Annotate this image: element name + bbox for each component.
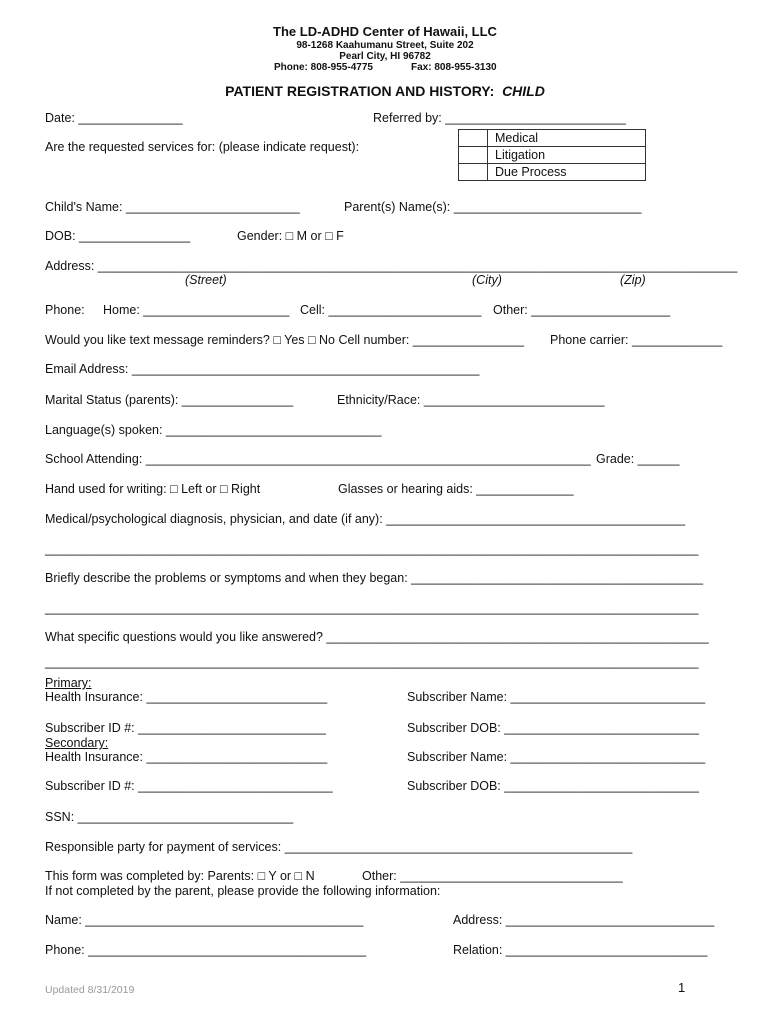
home-phone-field[interactable]: Home: _____________________	[103, 303, 290, 317]
ssn-field[interactable]: SSN: _______________________________	[45, 810, 294, 824]
service-label: Litigation	[495, 148, 546, 162]
questions-field-continued[interactable]: ______________________________________________________________________________________________	[45, 655, 699, 669]
marital-status-field[interactable]: Marital Status (parents): ________________	[45, 393, 294, 407]
form-title-main: PATIENT REGISTRATION AND HISTORY:	[225, 83, 495, 99]
completed-by-field[interactable]: This form was completed by: Parents: □ Y or □ N	[45, 869, 315, 883]
secondary-subscriber-id-field[interactable]: Subscriber ID #: ____________________________	[45, 779, 333, 793]
completer-name-field[interactable]: Name: ________________________________________	[45, 913, 364, 927]
form-title-child: CHILD	[502, 83, 545, 99]
email-field[interactable]: Email Address: __________________________________________________	[45, 362, 480, 376]
primary-subscriber-dob-field[interactable]: Subscriber DOB: ____________________________	[407, 721, 699, 735]
parent-names-field[interactable]: Parent(s) Name(s): ___________________________	[344, 200, 642, 214]
ethnicity-field[interactable]: Ethnicity/Race: __________________________	[337, 393, 605, 407]
date-field[interactable]: Date: _______________	[45, 111, 183, 125]
service-row-medical[interactable]	[459, 130, 645, 147]
services-question: Are the requested services for: (please indicate request):	[45, 140, 360, 154]
org-street: 98-1268 Kaahumanu Street, Suite 202	[296, 40, 474, 51]
page-number: 1	[678, 980, 686, 995]
child-name-field[interactable]: Child's Name: _________________________	[45, 200, 300, 214]
service-checkbox-medical[interactable]	[459, 130, 488, 146]
school-field[interactable]: School Attending: ________________________________________________________________	[45, 452, 591, 466]
service-checkbox-due-process[interactable]	[459, 164, 488, 181]
problems-field-continued[interactable]: ______________________________________________________________________________________________	[45, 601, 699, 615]
glasses-field[interactable]: Glasses or hearing aids: ______________	[338, 482, 574, 496]
questions-field[interactable]: What specific questions would you like answered? _______________________________________________________	[45, 630, 709, 644]
secondary-subscriber-name-field[interactable]: Subscriber Name: ____________________________	[407, 750, 706, 764]
dob-field[interactable]: DOB: ________________	[45, 229, 191, 243]
completer-phone-field[interactable]: Phone: ________________________________________	[45, 943, 367, 957]
gender-field[interactable]: Gender: □ M or □ F	[237, 229, 344, 243]
other-phone-field[interactable]: Other: ____________________	[493, 303, 671, 317]
primary-subscriber-name-field[interactable]: Subscriber Name: ____________________________	[407, 690, 706, 704]
org-city: Pearl City, HI 96782	[339, 51, 431, 62]
responsible-party-field[interactable]: Responsible party for payment of services: __________________________________________________	[45, 840, 633, 854]
problems-field[interactable]: Briefly describe the problems or symptoms and when they began: __________________________________________	[45, 571, 704, 585]
completer-relation-field[interactable]: Relation: _____________________________	[453, 943, 708, 957]
primary-subscriber-id-field[interactable]: Subscriber ID #: ___________________________	[45, 721, 326, 735]
diagnosis-field[interactable]: Medical/psychological diagnosis, physician, and date (if any): ___________________________________________	[45, 512, 686, 526]
org-name: The LD-ADHD Center of Hawaii, LLC	[273, 24, 497, 39]
phone-carrier-field[interactable]: Phone carrier: _____________	[550, 333, 723, 347]
primary-health-insurance-field[interactable]: Health Insurance: __________________________	[45, 690, 328, 704]
address-zip-caption: (Zip)	[620, 273, 646, 287]
service-label: Due Process	[495, 165, 567, 179]
service-label: Medical	[495, 131, 539, 145]
service-row-due-process[interactable]	[459, 164, 645, 181]
org-phone: Phone: 808-955-4775	[274, 62, 373, 73]
language-field[interactable]: Language(s) spoken: _______________________________	[45, 423, 382, 437]
services-table	[458, 129, 646, 181]
service-checkbox-litigation[interactable]	[459, 147, 488, 163]
address-field[interactable]: Address: ____________________________________________________________________________________________	[45, 259, 738, 273]
cell-phone-field[interactable]: Cell: ______________________	[300, 303, 482, 317]
hand-field[interactable]: Hand used for writing: □ Left or □ Right	[45, 482, 261, 496]
diagnosis-field-continued[interactable]: ______________________________________________________________________________________________	[45, 542, 699, 556]
updated-date: Updated 8/31/2019	[45, 984, 135, 996]
org-fax: Fax: 808-955-3130	[411, 62, 497, 73]
not-parent-instruction: If not completed by the parent, please provide the following information:	[45, 884, 441, 898]
completed-by-other-field[interactable]: Other: ________________________________	[362, 869, 623, 883]
secondary-health-insurance-field[interactable]: Health Insurance: __________________________	[45, 750, 328, 764]
secondary-subscriber-dob-field[interactable]: Subscriber DOB: ____________________________	[407, 779, 699, 793]
form-title	[0, 83, 770, 99]
primary-heading: Primary:	[45, 676, 92, 690]
phone-label: Phone:	[45, 303, 85, 317]
address-street-caption: (Street)	[185, 273, 227, 287]
address-city-caption: (City)	[472, 273, 502, 287]
service-row-litigation[interactable]	[459, 147, 645, 164]
text-reminders-field[interactable]: Would you like text message reminders? □ Yes □ No Cell number: ________________	[45, 333, 525, 347]
secondary-heading: Secondary:	[45, 736, 109, 750]
completer-address-field[interactable]: Address: ______________________________	[453, 913, 715, 927]
referred-by-field[interactable]: Referred by: __________________________	[373, 111, 627, 125]
grade-field[interactable]: Grade: ______	[596, 452, 680, 466]
